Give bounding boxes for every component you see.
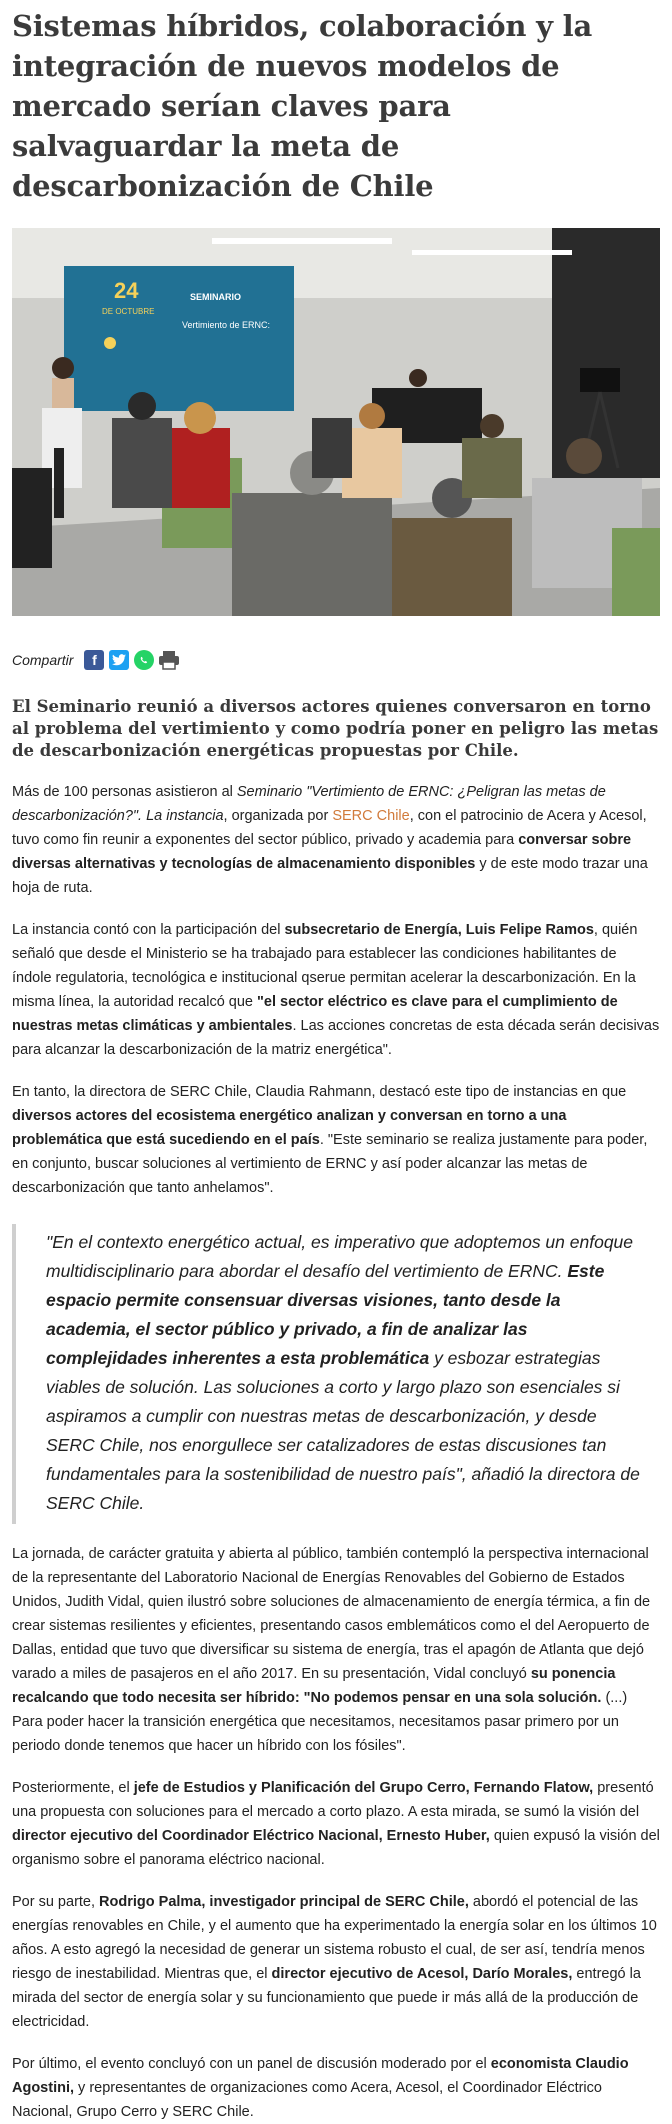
paragraph-7: Por último, el evento concluyó con un panel de discusión moderado por el economista Claudio Agostini, y representantes de organizaciones como Acera, Acesol, el Coordinador Eléctrico Nacional, Grupo Cerro y SERC Chile.	[12, 2056, 629, 2120]
serc-chile-link[interactable]: SERC Chile	[332, 808, 410, 824]
director-quote: "En el contexto energético actual, es imperativo que adoptemos un enfoque multidisciplinario para abordar el desafío del vertimiento de ERNC. Este espacio permite consensuar diversas visiones, tanto desde la academia, el sector público y privado, a fin de analizar las complejidades inherentes a esta problemática y esbozar estrategias viables de solución. Las soluciones a corto y largo plazo son esenciales si aspiramos a cumplir con nuestras metas de descarbonización, y desde SERC Chile, nos enorgullece ser catalizadores de estas discusiones tan fundamentales para la sostenibilidad de nuestro país", añadió la directora de SERC Chile.	[12, 1224, 660, 1524]
article-title: Sistemas híbridos, colaboración y la integración de nuevos modelos de mercado serían claves para salvaguardar la meta de descarbonización de Chile	[12, 9, 593, 203]
paragraph-1: Más de 100 personas asistieron al Seminario "Vertimiento de ERNC: ¿Peligran las metas de descarbonización?". La instancia, organizada por SERC Chile, con el patrocinio de Acera y Acesol, tuvo como fin reunir a exponentes del sector público, privado y academia para conversar sobre diversas alternativas y tecnologías de almacenamiento disponibles y de este modo trazar una hoja de ruta.	[12, 784, 648, 896]
print-icon[interactable]	[159, 650, 179, 670]
paragraph-5: Posteriormente, el jefe de Estudios y Planificación del Grupo Cerro, Fernando Flatow, presentó una propuesta con soluciones para el mercado a corto plazo. A esta mirada, se sumó la visión del director ejecutivo del Coordinador Eléctrico Nacional, Ernesto Huber, quien expusó la visión del organismo sobre el panorama eléctrico nacional.	[12, 1780, 660, 1868]
paragraph-2: La instancia contó con la participación del subsecretario de Energía, Luis Felipe Ramos, quién señaló que desde el Ministerio se ha trabajado para establecer las condiciones habilitantes de índole regulatoria, tecnológica e institucional qserue permitan acelerar la descarbonización. En la misma línea, la autoridad recalcó que "el sector eléctrico es clave para el cumplimiento de nuestras metas climáticas y ambientales. Las acciones concretas de esta década serán decisivas para alcanzar la descarbonización de la matriz energética".	[12, 922, 660, 1058]
screen-subtitle: Vertimiento de ERNC:	[182, 320, 271, 330]
whatsapp-icon[interactable]	[134, 650, 154, 670]
share-bar	[12, 646, 660, 674]
article-lead: El Seminario reunió a diversos actores quienes conversaron en torno al problema del vertimiento y como podría poner en peligro las metas de descarbonización energéticas propuestas por Chile.	[12, 697, 659, 760]
facebook-icon[interactable]: f	[84, 650, 104, 670]
seminar-photo	[12, 228, 660, 616]
screen-month: DE OCTUBRE	[102, 307, 155, 316]
article	[0, 6, 672, 2124]
share-label: Compartir	[12, 652, 74, 668]
screen-date: 24	[114, 278, 139, 303]
paragraph-4: La jornada, de carácter gratuita y abierta al público, también contempló la perspectiva internacional de la representante del Laboratorio Nacional de Energías Renovables del Gobierno de Estados Unidos, Judith Vidal, quien ilustró sobre soluciones de almacenamiento de energía térmica, a fin de crear sistemas resilientes y eficientes, presentando casos emblemáticos como el del Aeropuerto de Dallas, entidad que tuvo que diversificar su sistema de energía, tras el apagón de Atlanta que dejó varado a miles de pasajeros en el año 2017. En su presentación, Vidal concluyó su ponencia recalcando que todo necesita ser híbrido: "No podemos pensar en una sola solución. (...) Para poder hacer la transición energética que necesitamos, necesitamos pasar primero por un periodo donde tenemos que hacer un híbrido con los fósiles".	[12, 1546, 651, 1754]
screen-label: SEMINARIO	[190, 292, 242, 302]
twitter-icon[interactable]	[109, 650, 129, 670]
paragraph-3: En tanto, la directora de SERC Chile, Claudia Rahmann, destacó este tipo de instancias en que diversos actores del ecosistema energético analizan y conversan en torno a una problemática que está sucediendo en el país. "Este seminario se realiza justamente para poder, en conjunto, buscar soluciones al vertimiento de ERNC y así poder alcanzar las metas de descarbonización que tanto anhelamos".	[12, 1084, 648, 1196]
paragraph-6: Por su parte, Rodrigo Palma, investigador principal de SERC Chile, abordó el potencial de las energías renovables en Chile, y el aumento que ha experimentado la energía solar en los últimos 10 años. A esto agregó la necesidad de generar un sistema robusto el cual, de ser así, tendría menos riesgo de inestabilidad. Mientras que, el director ejecutivo de Acesol, Darío Morales, entregó la mirada del sector de energía solar y su funcionamiento que puede ir más allá de la producción de electricidad.	[12, 1894, 657, 2030]
projection-screen	[64, 266, 294, 411]
